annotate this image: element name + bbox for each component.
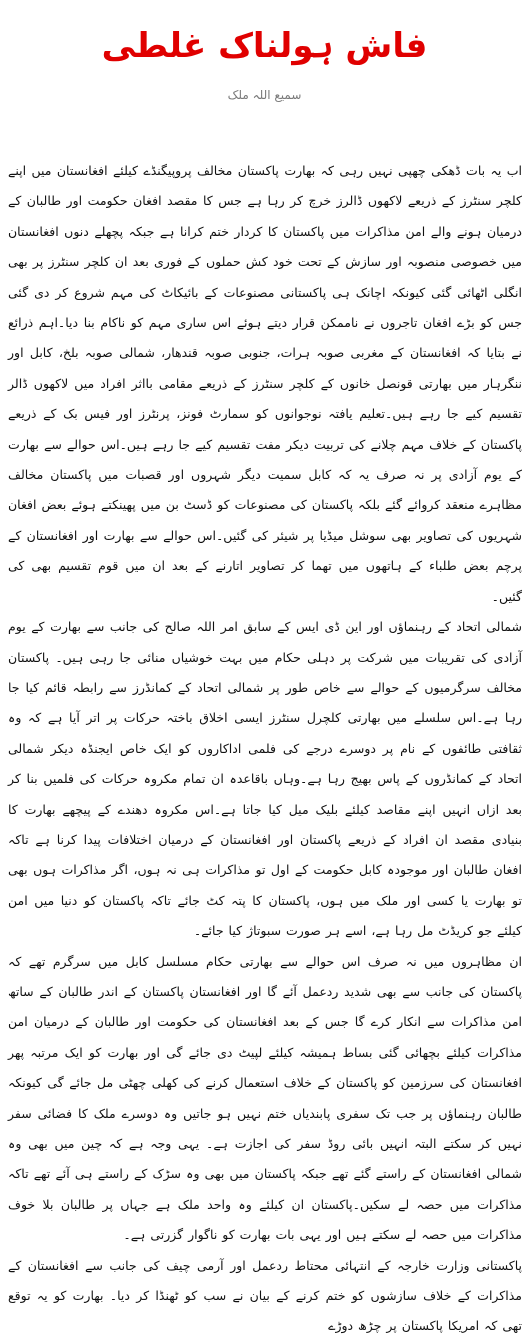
article-body	[8, 156, 522, 1342]
author-byline: سمیع اللہ ملک	[227, 88, 302, 102]
paragraph: شمالی اتحاد کے رہنماؤں اور این ڈی ایس کے سابق امر اللہ صالح کی جانب سے بھارت کے یوم آزادی کی تقریبات میں شرکت پر دہلی حکام میں بہت خوشیاں منائی جا رہی ہیں۔ پاکستان مخالف سرگرمیوں کے حوالے سے خاص طور پر شمالی اتحاد کے کمانڈرز سے رابطہ قائم کیا جا رہا ہے۔اس سلسلے میں بھارتی کلچرل سنٹرز ایسی اخلاق باختہ حرکات پر اتر آیا ہے کہ وہ ثقافتی طائفوں کے نام پر دوسرے درجے کی فلمی اداکاروں کو ایک خاص ایجنڈہ دیکر شمالی اتحاد کے کمانڈروں کے پاس بھیج رہا ہے۔وہاں باقاعدہ ان تمام مکروہ حرکات کی فلمیں بنا کر بعد ازاں انہیں اپنے مقاصد کیلئے بلیک میل کیا جاتا ہے۔اس مکروہ دھندے کے پیچھے بھارت کا بنیادی مقصد ان افراد کے ذریعے پاکستان اور افغانستان کے درمیان اختلافات پیدا کرنا ہے تاکہ افغان طالبان اور موجودہ کابل حکومت کے اول تو مذاکرات ہی نہ ہوں، اگر مذاکرات ہوں بھی تو بھارت یا کسی اور ملک میں ہوں، پاکستان کا پتہ کٹ جائے تاکہ پاکستان کو دنیا میں امن کیلئے جو کریڈٹ مل رہا ہے، اسے ہر صورت سبوتاژ کیا جائے۔	[8, 619, 522, 939]
paragraph: پاکستانی وزارت خارجہ کے انتہائی محتاط ردعمل اور آرمی چیف کی جانب سے افغانستان کے مذاکرات کے خلاف سازشوں کو ختم کرنے کے بیان نے سب کو ٹھنڈا کر دیا۔ بھارت کو یہ توقع تھی کہ امریکا پاکستان پر چڑھ دوڑے	[8, 1257, 522, 1334]
paragraph: اب یہ بات ڈھکی چھپی نہیں رہی کہ بھارت پاکستان مخالف پروپیگنڈے کیلئے افغانستان میں اپنے کلچر سنٹرز کے ذریعے لاکھوں ڈالرز خرچ کر رہا ہے جس کا مقصد افغان حکومت اور طالبان کے درمیان ہونے والے امن مذاکرات میں پاکستان کا کردار ختم کرانا ہے جبکہ پچھلے دنوں افغانستان میں خصوصی منصوبہ اور سازش کے تحت خود کش حملوں کے فوری بعد ان کلچر سنٹرز پر بھی انگلی اٹھائی گئی کیونکہ اچانک ہی پاکستانی مصنوعات کے بائیکاٹ کی مہم شروع کر دی گئی جس کو بڑے افغان تاجروں نے ناممکن قرار دیتے ہوئے اس ساری مہم کو ناکام بنا دیا۔اہم ذرائع نے بتایا کہ افغانستان کے مغربی صوبہ ہرات، جنوبی صوبہ قندھار، شمالی صوبہ بلخ، کابل اور ننگرہار میں بھارتی قونصل خانوں کے کلچر سنٹرز کے ذریعے مقامی بااثر افراد میں لاکھوں ڈالر تقسیم کیے جا رہے ہیں۔تعلیم یافتہ نوجوانوں کو سمارٹ فونز، پرنٹرز اور فیس بک کے ذریعے پاکستان کے خلاف مہم چلانے کی تربیت دیکر مفت تقسیم کیے جا رہے ہیں۔اس حوالے سے بھارت کے یوم آزادی پر نہ صرف یہ کہ کابل سمیت دیگر شہروں اور قصبات میں پاکستان مخالف مظاہرے منعقد کروائے گئے بلکہ پاکستان کی مصنوعات کو ڈسٹ بن میں پھینکتے ہوئے بعض افغان شہریوں کی تصاویر بھی سوشل میڈیا پر شیئر کی گئیں۔اس حوالے سے بھارت اور افغانستان کے پرچم بعض طلباء کے ہاتھوں میں تھما کر تصاویر اتارنے کے بعد ان میں قوم تقسیم بھی کی گئیں۔	[8, 163, 522, 604]
headline: فاش ہولناک غلطی	[101, 26, 428, 66]
paragraph: ان مظاہروں میں نہ صرف اس حوالے سے بھارتی حکام مسلسل کابل میں سرگرم تھے کہ پاکستان کی جانب سے بھی شدید ردعمل آئے گا اور افغانستان پاکستان کے اندر طالبان کے ساتھ امن مذاکرات سے انکار کرے گا جس کے بعد افغانستان کی حکومت اور طالبان کے درمیان امن مذاکرات کیلئے بچھائی گئی بساط ہمیشہ کیلئے لپیٹ دی جائے گی اور بھارت کو ایک مرتبہ پھر افغانستان کی سرزمین کو پاکستان کے خلاف استعمال کرنے کی کھلی چھٹی مل جائے گی کیونکہ طالبان رہنماؤں پر جب تک سفری پابندیاں ختم نہیں ہو جاتیں وہ دوسرے ملک کا فضائی سفر نہیں کر سکتے البتہ انہیں بائی روڈ سفر کی اجازت ہے۔ یہی وجہ ہے کہ چین میں بھی وہ شمالی افغانستان کے راستے گئے تھے جبکہ پاکستان میں بھی وہ سڑک کے راستے ہی آئے تھے تاکہ مذاکرات میں حصہ لے سکیں۔پاکستان ان کیلئے وہ واحد ملک ہے جہاں پر طالبان بلا خوف مذاکرات میں حصہ لے سکتے ہیں اور یہی بات بھارت کو ناگوار گزرتی ہے۔	[8, 953, 522, 1243]
